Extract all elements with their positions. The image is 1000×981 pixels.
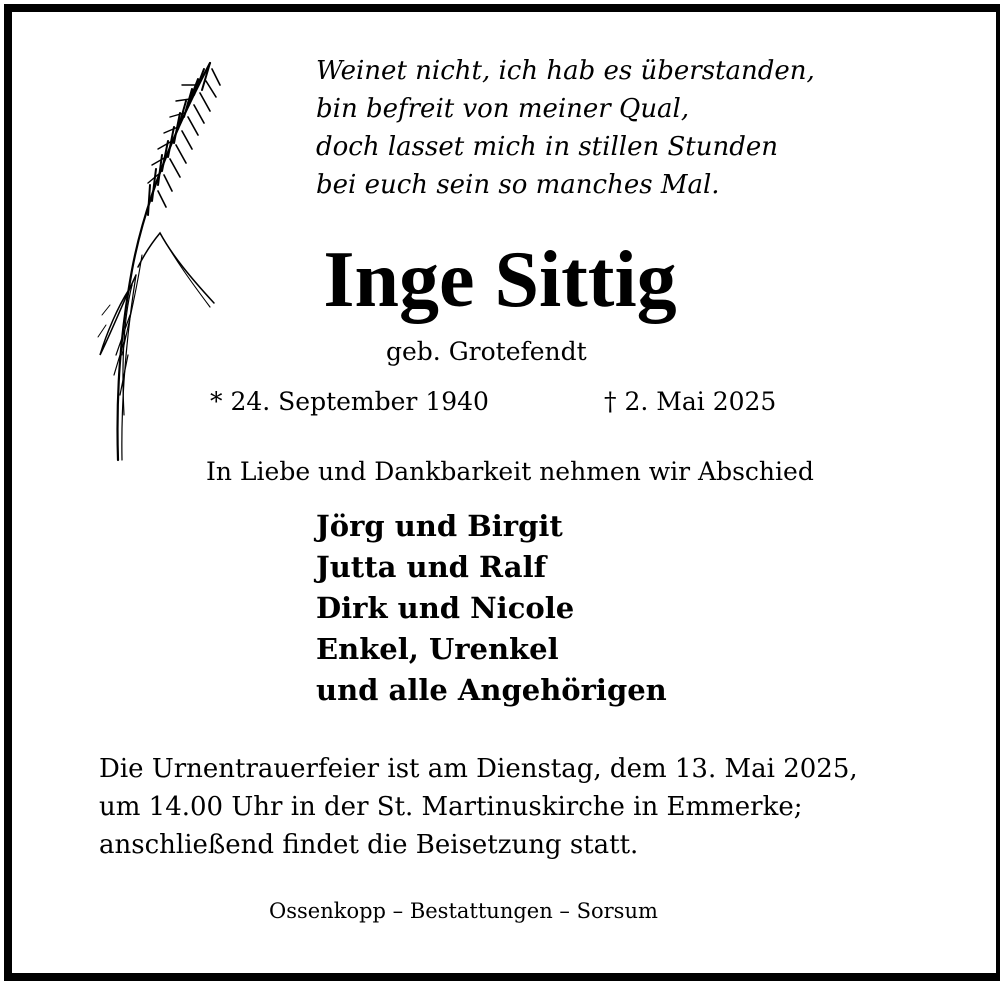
mourner-entry: Jörg und Birgit bbox=[316, 509, 563, 543]
notice-line: um 14.00 Uhr in der St. Martinuskirche in Emmerke; bbox=[99, 792, 803, 822]
maiden-name: geb. Grotefendt bbox=[386, 337, 587, 366]
death-date: † 2. Mai 2025 bbox=[604, 387, 777, 416]
poem-line: Weinet nicht, ich hab es überstanden, bbox=[316, 56, 815, 86]
mourner-entry: Dirk und Nicole bbox=[316, 591, 575, 625]
farewell-intro: In Liebe und Dankbarkeit nehmen wir Abschied bbox=[206, 457, 814, 486]
mourner-entry: Jutta und Ralf bbox=[316, 550, 547, 584]
notice-line: Die Urnentrauerfeier ist am Dienstag, dem 13. Mai 2025, bbox=[99, 754, 858, 784]
memorial-poem bbox=[316, 52, 815, 204]
poem-line: doch lasset mich in stillen Stunden bbox=[316, 132, 778, 162]
poem-line: bei euch sein so manches Mal. bbox=[316, 170, 720, 200]
mourners-list bbox=[316, 506, 667, 711]
mourner-entry: Enkel, Urenkel bbox=[316, 632, 559, 666]
poem-line: bin befreit von meiner Qual, bbox=[316, 94, 690, 124]
funeral-home: Ossenkopp – Bestattungen – Sorsum bbox=[269, 899, 658, 923]
deceased-name: Inge Sittig bbox=[323, 236, 677, 324]
birth-date: * 24. September 1940 bbox=[210, 387, 489, 416]
mourner-entry: und alle Angehörigen bbox=[316, 673, 667, 707]
ceremony-notice bbox=[99, 750, 858, 864]
notice-line: anschließend findet die Beisetzung statt. bbox=[99, 830, 639, 860]
